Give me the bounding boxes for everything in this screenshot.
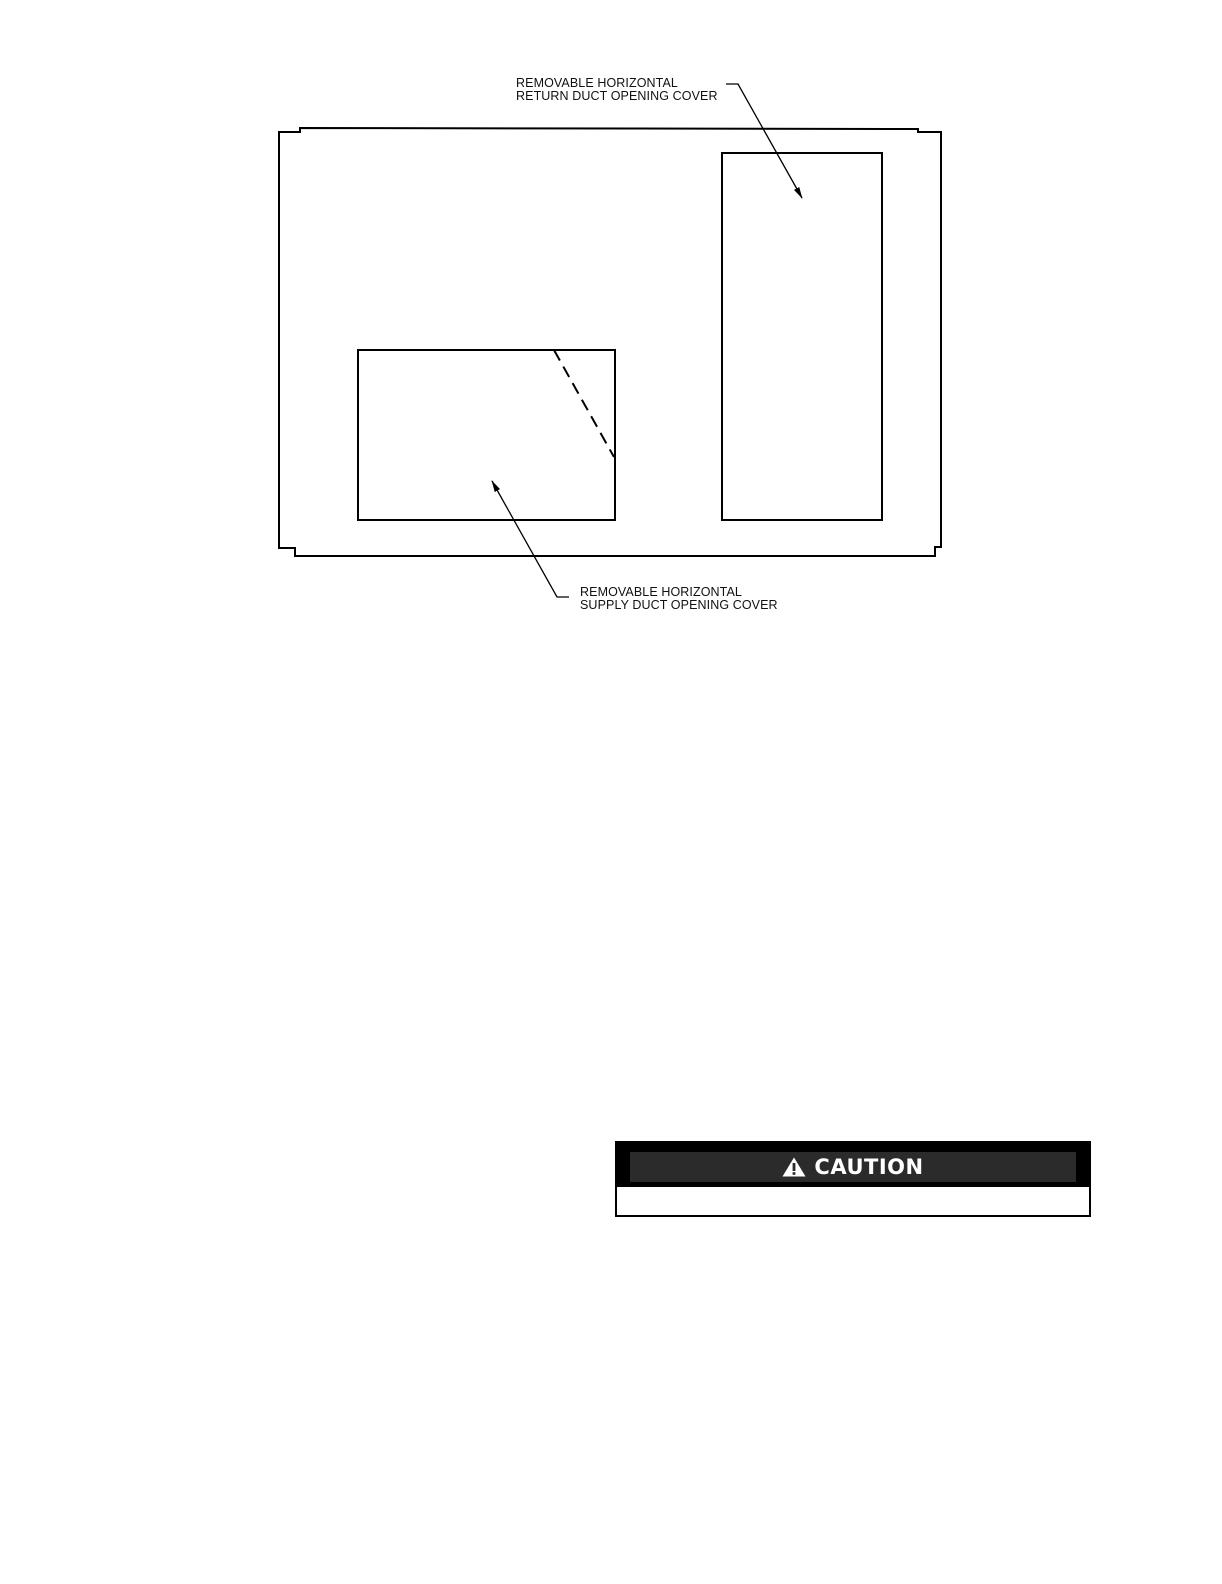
- supply-label-line2: SUPPLY DUCT OPENING COVER: [580, 598, 778, 612]
- return-callout-leader: [726, 84, 802, 198]
- supply-duct-cover-label: [580, 586, 778, 612]
- caution-header: [617, 1143, 1089, 1187]
- caution-band: [630, 1152, 1076, 1182]
- caution-box: [615, 1141, 1091, 1217]
- caution-title: CAUTION: [814, 1155, 924, 1179]
- return-duct-cover-label: [516, 77, 718, 103]
- return-label-line2: RETURN DUCT OPENING COVER: [516, 89, 718, 103]
- warning-triangle-icon: [782, 1157, 806, 1177]
- unit-panel-outline: [279, 128, 941, 556]
- supply-cover-dashed-line: [554, 350, 614, 457]
- supply-label-line1: REMOVABLE HORIZONTAL: [580, 585, 742, 599]
- return-label-line1: REMOVABLE HORIZONTAL: [516, 76, 678, 90]
- supply-callout-leader: [492, 481, 569, 597]
- supply-duct-cover: [358, 350, 615, 520]
- return-duct-cover: [722, 153, 882, 520]
